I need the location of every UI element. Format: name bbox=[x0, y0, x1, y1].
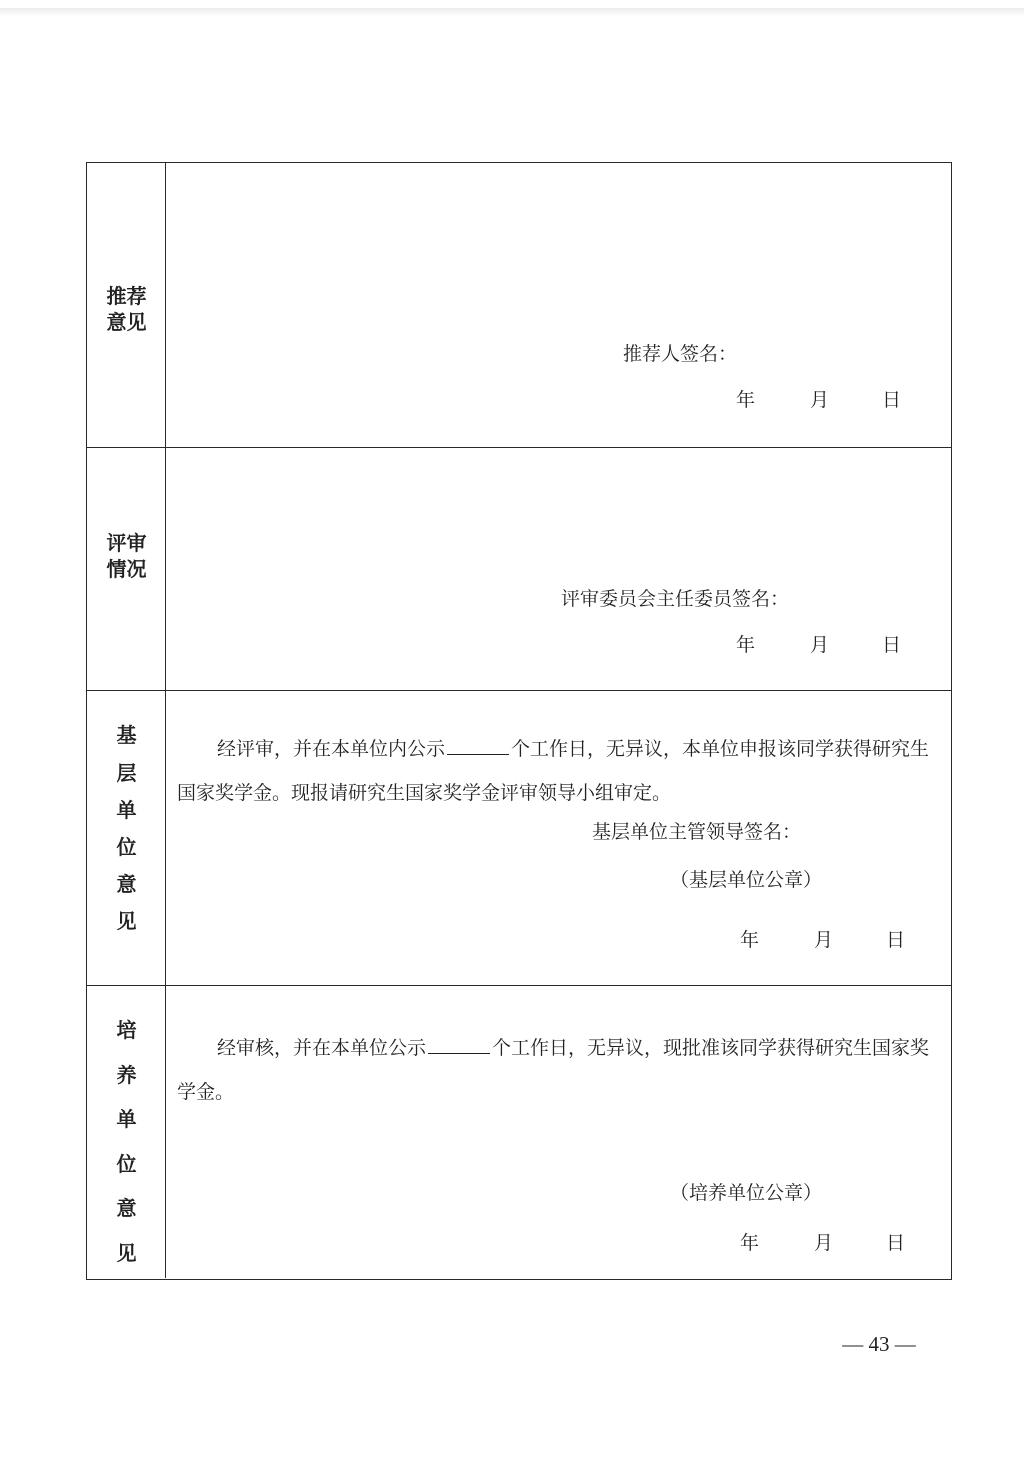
review-label-line2: 情况 bbox=[106, 557, 147, 581]
training-unit-row bbox=[87, 985, 951, 1278]
grassroots-label-char: 单 bbox=[116, 798, 137, 822]
grassroots-label-cell bbox=[87, 691, 166, 985]
recommendation-label-cell bbox=[87, 163, 166, 447]
date-day-label: 日 bbox=[882, 634, 902, 656]
grassroots-seal-label: （基层单位公章） bbox=[670, 869, 823, 891]
training-unit-text-after: 个工作日，无异议，现批准该同学获得研究生国家奖学金。 bbox=[177, 1037, 930, 1103]
grassroots-label-char: 意 bbox=[116, 872, 137, 896]
training-unit-label-char: 培 bbox=[116, 1018, 137, 1042]
grassroots-label-char: 基 bbox=[116, 723, 137, 747]
recommendation-content-cell[interactable] bbox=[166, 163, 951, 447]
date-day-label: 日 bbox=[882, 389, 902, 411]
date-year-label: 年 bbox=[736, 634, 756, 656]
date-day-label: 日 bbox=[886, 1232, 906, 1254]
training-unit-label-char: 养 bbox=[116, 1063, 137, 1087]
training-unit-content-cell[interactable] bbox=[166, 986, 951, 1278]
grassroots-label-char: 位 bbox=[116, 835, 137, 859]
recommendation-label-line2: 意见 bbox=[106, 310, 147, 334]
training-unit-label-char: 位 bbox=[116, 1152, 137, 1176]
recommender-signature-label: 推荐人签名： bbox=[623, 343, 738, 365]
training-unit-label-char: 单 bbox=[116, 1107, 137, 1131]
recommendation-row bbox=[87, 163, 951, 447]
recommendation-label-line1: 推荐 bbox=[106, 284, 147, 308]
opinion-form-table bbox=[86, 162, 952, 1280]
grassroots-leader-signature-label: 基层单位主管领导签名： bbox=[592, 821, 802, 843]
grassroots-text-after: 个工作日，无异议，本单位申报该同学获得研究生国家奖学金。现报请研究生国家奖学金评审领导小组审定。 bbox=[177, 738, 930, 804]
training-unit-text-before: 经审核，并在本单位公示 bbox=[217, 1037, 427, 1059]
training-unit-opinion-paragraph bbox=[177, 1026, 943, 1114]
grassroots-label-char: 层 bbox=[116, 761, 137, 785]
grassroots-unit-row bbox=[87, 690, 951, 985]
date-year-label: 年 bbox=[736, 389, 756, 411]
date-day-label: 日 bbox=[886, 929, 906, 951]
publicity-days-blank[interactable] bbox=[428, 1035, 490, 1054]
date-year-label: 年 bbox=[740, 1232, 760, 1254]
date-month-label: 月 bbox=[810, 634, 830, 656]
date-year-label: 年 bbox=[740, 929, 760, 951]
date-month-label: 月 bbox=[810, 389, 830, 411]
publicity-days-blank[interactable] bbox=[447, 736, 509, 755]
training-unit-label-char: 意 bbox=[116, 1196, 137, 1220]
training-unit-label-cell bbox=[87, 986, 166, 1278]
grassroots-content-cell[interactable] bbox=[166, 691, 951, 985]
page-number: — 43 — bbox=[842, 1332, 916, 1356]
review-label-cell bbox=[87, 448, 166, 690]
review-content-cell[interactable] bbox=[166, 448, 951, 690]
date-month-label: 月 bbox=[814, 1232, 834, 1254]
review-row bbox=[87, 447, 951, 690]
date-month-label: 月 bbox=[814, 929, 834, 951]
training-unit-seal-label: （培养单位公章） bbox=[670, 1182, 823, 1204]
grassroots-text-before: 经评审，并在本单位内公示 bbox=[217, 738, 446, 760]
scan-edge bbox=[0, 8, 1024, 16]
training-unit-label-char: 见 bbox=[116, 1241, 137, 1265]
grassroots-label-char: 见 bbox=[116, 909, 137, 933]
grassroots-opinion-paragraph bbox=[177, 727, 943, 815]
review-label-line1: 评审 bbox=[106, 531, 147, 555]
committee-chair-signature-label: 评审委员会主任委员签名： bbox=[561, 588, 790, 610]
